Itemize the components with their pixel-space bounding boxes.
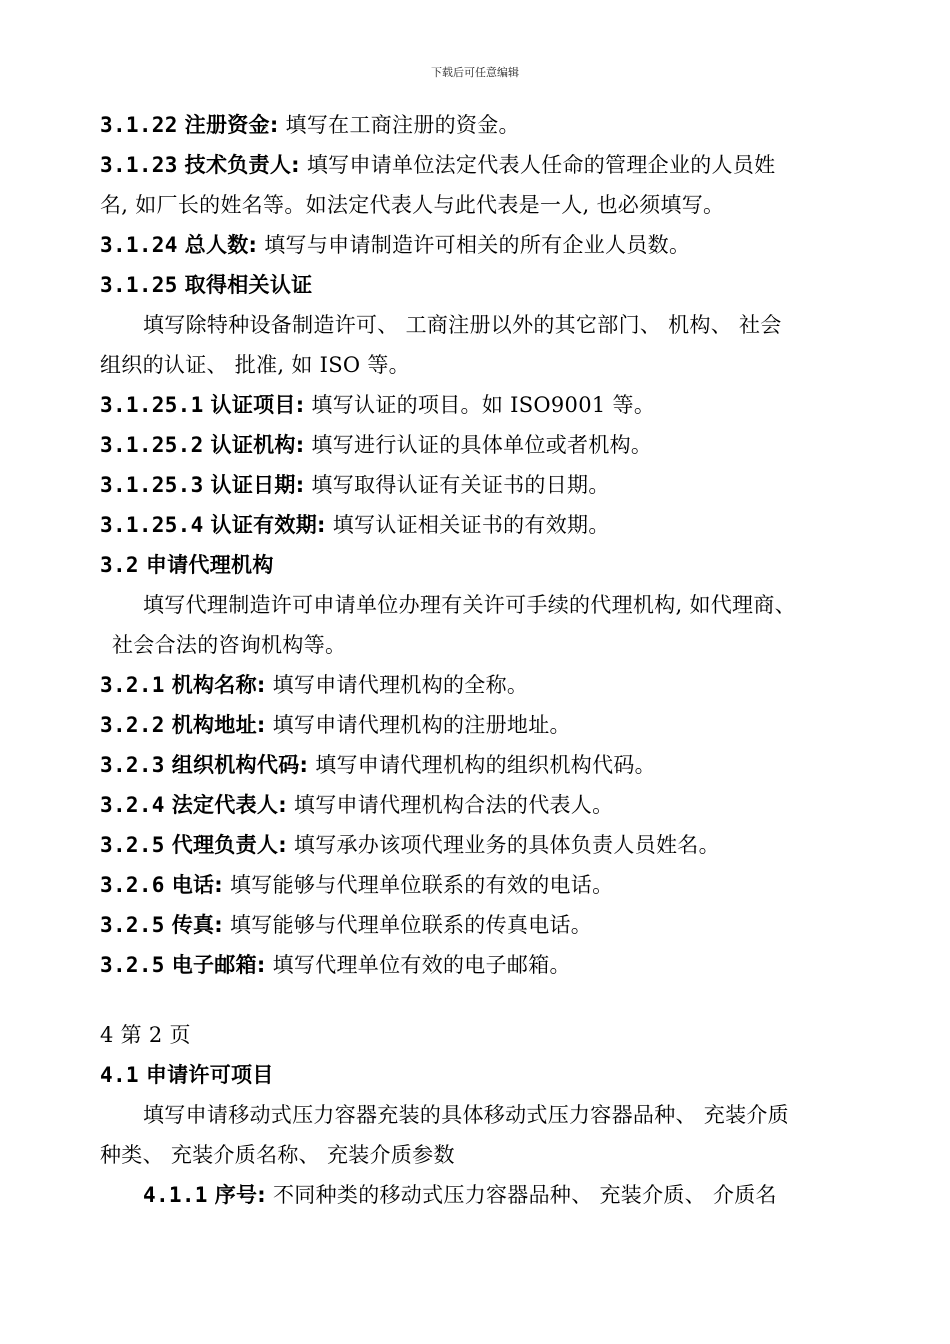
field-label: 技术负责人: — [184, 153, 300, 177]
line-3-1-25-3 — [100, 470, 610, 500]
section-number: 3.1.23 — [100, 153, 178, 177]
field-text: 填写申请单位法定代表人任命的管理企业的人员姓 — [306, 153, 776, 177]
section-number: 3.2.4 — [100, 793, 165, 817]
section-number: 3.1.25 — [100, 273, 178, 297]
field-label: 机构地址: — [171, 713, 266, 737]
line-3-2 — [100, 550, 274, 580]
field-label: 电话: — [171, 873, 224, 897]
line-3-2-3 — [100, 750, 656, 780]
section-number: 3.2.2 — [100, 713, 165, 737]
field-text: 填写申请代理机构的注册地址。 — [272, 713, 571, 737]
section-number: 3.2.5 — [100, 953, 165, 977]
line-3-2-5 — [100, 830, 720, 860]
line-continuation — [100, 190, 724, 220]
field-label: 组织机构代码: — [171, 753, 309, 777]
paragraph-text: 名, 如厂长的姓名等。如法定代表人与此代表是一人, 也必须填写。 — [100, 193, 725, 217]
line-3-1-22 — [100, 110, 520, 140]
field-text: 填写能够与代理单位联系的传真电话。 — [230, 913, 593, 937]
field-text: 填写在工商注册的资金。 — [285, 113, 520, 137]
field-text: 填写承办该项代理业务的具体负责人员姓名。 — [293, 833, 720, 857]
paragraph-text: 填写代理制造许可申请单位办理有关许可手续的代理机构, 如代理商、 — [143, 593, 796, 617]
section-number: 3.2.5 — [100, 833, 165, 857]
section-number: 3.1.25.2 — [100, 433, 204, 457]
line-4-1-1 — [143, 1180, 777, 1210]
field-text: 填写能够与代理单位联系的有效的电话。 — [230, 873, 614, 897]
paragraph-text: 种类、 充装介质名称、 充装介质参数 — [100, 1143, 455, 1167]
page-marker-text: 4 第 2 页 — [100, 1023, 191, 1047]
field-label: 法定代表人: — [171, 793, 287, 817]
field-text: 填写申请代理机构的组织机构代码。 — [315, 753, 656, 777]
line-3-1-25-4 — [100, 510, 610, 540]
line-3-2-5-fax — [100, 910, 592, 940]
field-label: 注册资金: — [184, 113, 279, 137]
line-3-1-25 — [100, 270, 312, 300]
paragraph-line — [100, 350, 410, 380]
section-number: 3.1.24 — [100, 233, 178, 257]
field-label: 认证项目: — [210, 393, 305, 417]
paragraph-line — [112, 630, 346, 660]
field-label: 机构名称: — [171, 673, 266, 697]
section-number: 3.1.25.4 — [100, 513, 204, 537]
section-number: 3.2.3 — [100, 753, 165, 777]
field-label: 总人数: — [184, 233, 258, 257]
page-header: 下载后可任意编辑 — [431, 66, 519, 79]
section-number: 3.2.6 — [100, 873, 165, 897]
section-number: 3.1.25.3 — [100, 473, 204, 497]
paragraph-line — [143, 1100, 789, 1130]
field-label: 代理负责人: — [171, 833, 287, 857]
section-number: 4.1.1 — [143, 1183, 208, 1207]
line-4-1 — [100, 1060, 274, 1090]
field-text: 填写申请代理机构合法的代表人。 — [293, 793, 614, 817]
section-heading: 取得相关认证 — [184, 273, 313, 297]
paragraph-text: 社会合法的咨询机构等。 — [112, 633, 347, 657]
line-3-2-1 — [100, 670, 528, 700]
paragraph-line — [143, 590, 796, 620]
field-label: 认证有效期: — [210, 513, 326, 537]
field-label: 认证机构: — [210, 433, 305, 457]
field-text: 填写代理单位有效的电子邮箱。 — [272, 953, 571, 977]
line-3-2-4 — [100, 790, 613, 820]
line-3-1-25-2 — [100, 430, 652, 460]
section-number: 3.1.22 — [100, 113, 178, 137]
line-3-1-24 — [100, 230, 690, 260]
field-text: 填写进行认证的具体单位或者机构。 — [311, 433, 653, 457]
field-text: 填写申请代理机构的全称。 — [272, 673, 529, 697]
field-label: 传真: — [171, 913, 224, 937]
field-text: 填写取得认证有关证书的日期。 — [311, 473, 610, 497]
section-number: 3.1.25.1 — [100, 393, 204, 417]
line-3-2-2 — [100, 710, 571, 740]
section-number: 3.2 — [100, 553, 139, 577]
paragraph-text: 组织的认证、 批准, 如 ISO 等。 — [100, 353, 410, 377]
paragraph-text: 填写申请移动式压力容器充装的具体移动式压力容器品种、 充装介质 — [143, 1103, 789, 1127]
field-text: 填写认证的项目。如 ISO9001 等。 — [311, 393, 656, 417]
field-text: 填写与申请制造许可相关的所有企业人员数。 — [264, 233, 691, 257]
field-text: 不同种类的移动式压力容器品种、 充装介质、 介质名 — [273, 1183, 777, 1207]
page-marker — [100, 1020, 191, 1050]
section-number: 3.2.5 — [100, 913, 165, 937]
field-label: 电子邮箱: — [171, 953, 266, 977]
field-label: 认证日期: — [210, 473, 305, 497]
line-3-2-6 — [100, 870, 613, 900]
section-heading: 申请代理机构 — [145, 553, 274, 577]
line-3-1-25-1 — [100, 390, 655, 420]
line-3-2-5-email — [100, 950, 571, 980]
line-3-1-23 — [100, 150, 775, 180]
paragraph-text: 填写除特种设备制造许可、 工商注册以外的其它部门、 机构、 社会 — [143, 313, 782, 337]
section-number: 3.2.1 — [100, 673, 165, 697]
paragraph-line — [100, 1140, 455, 1170]
section-number: 4.1 — [100, 1063, 139, 1087]
field-label: 序号: — [214, 1183, 267, 1207]
paragraph-line — [143, 310, 782, 340]
field-text: 填写认证相关证书的有效期。 — [332, 513, 610, 537]
section-heading: 申请许可项目 — [145, 1063, 274, 1087]
